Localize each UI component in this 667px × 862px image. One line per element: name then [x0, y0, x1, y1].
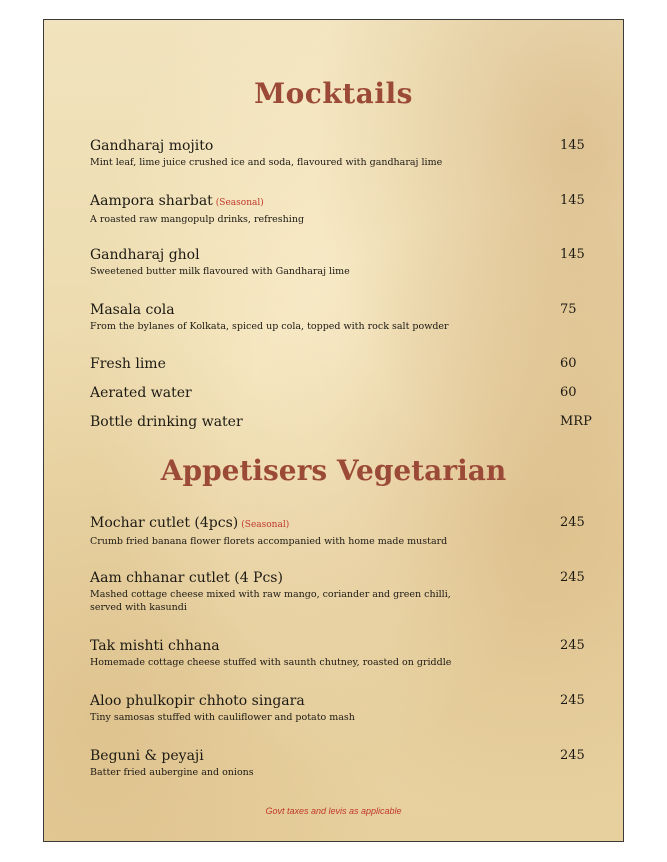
footer-note: Govt taxes and levis as applicable	[265, 806, 402, 816]
item-price: 245	[560, 638, 585, 653]
item-description: Tiny samosas stuffed with cauliflower and potato mash	[90, 712, 355, 723]
item-name: Bottle drinking water	[90, 414, 243, 430]
item-name: Aampora sharbat	[90, 193, 213, 209]
menu-item	[90, 637, 600, 669]
item-description: Homemade cottage cheese stuffed with saunth chutney, roasted on griddle	[90, 657, 452, 668]
item-price: 245	[560, 515, 585, 530]
menu-item	[90, 301, 600, 333]
item-description: Batter fried aubergine and onions	[90, 767, 254, 778]
menu-item	[90, 192, 600, 226]
item-name: Aloo phulkopir chhoto singara	[90, 693, 305, 709]
item-price: 245	[560, 748, 585, 763]
item-name: Gandharaj ghol	[90, 247, 200, 263]
menu-item	[90, 692, 600, 724]
item-name: Masala cola	[90, 302, 175, 318]
item-price: 145	[560, 193, 585, 208]
item-name: Tak mishti chhana	[90, 638, 220, 654]
item-description: A roasted raw mangopulp drinks, refreshing	[90, 214, 305, 225]
item-price: MRP	[560, 414, 592, 429]
item-price: 245	[560, 693, 585, 708]
item-price: 145	[560, 247, 585, 262]
menu-item	[90, 137, 600, 169]
menu-item	[90, 355, 600, 373]
menu-item	[90, 384, 600, 402]
menu-page	[43, 19, 624, 842]
item-description: From the bylanes of Kolkata, spiced up cola, topped with rock salt powder	[90, 321, 449, 332]
menu-item	[90, 514, 600, 548]
item-price: 145	[560, 138, 585, 153]
item-price: 75	[560, 302, 577, 317]
item-description: Crumb fried banana flower florets accompanied with home made mustard	[90, 536, 448, 547]
menu-item	[90, 413, 600, 431]
menu-item	[90, 246, 600, 278]
item-description: Mint leaf, lime juice crushed ice and soda, flavoured with gandharaj lime	[90, 157, 443, 168]
item-description: Mashed cottage cheese mixed with raw mango, coriander and green chilli, served with kasundi	[90, 589, 451, 613]
item-name: Beguni & peyaji	[90, 748, 204, 764]
item-price: 60	[560, 356, 577, 371]
menu-item	[90, 569, 600, 614]
item-price: 60	[560, 385, 577, 400]
seasonal-tag: (Seasonal)	[215, 198, 264, 208]
menu-item	[90, 747, 600, 779]
seasonal-tag: (Seasonal)	[241, 520, 290, 530]
item-name: Gandharaj mojito	[90, 138, 214, 154]
section-title-appetisers-vegetarian: Appetisers Vegetarian	[160, 454, 507, 487]
item-description: Sweetened butter milk flavoured with Gandharaj lime	[90, 266, 350, 277]
item-price: 245	[560, 570, 585, 585]
section-title-mocktails: Mocktails	[254, 77, 413, 110]
item-name: Aam chhanar cutlet (4 Pcs)	[90, 570, 283, 586]
item-name: Mochar cutlet (4pcs)	[90, 515, 239, 531]
item-name: Aerated water	[90, 385, 192, 401]
item-name: Fresh lime	[90, 356, 166, 372]
